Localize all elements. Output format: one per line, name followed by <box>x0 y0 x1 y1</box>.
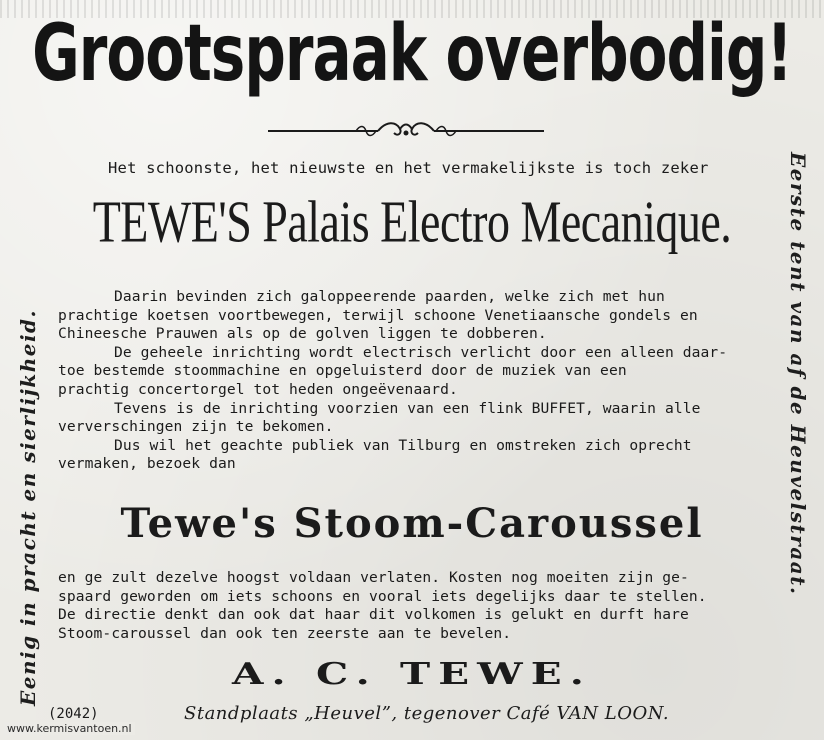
carousel-title: Tewe's Stoom-Caroussel <box>120 500 704 547</box>
ornament-divider-icon <box>268 117 544 141</box>
text-line: toe bestemde stoommachine en opgeluisterd door de muziek van een <box>58 362 627 380</box>
location-line: Standplaats „Heuvel”, tegenover Café VAN LOON. <box>184 703 670 724</box>
attraction-title: TEWE'S Palais Electro Mecanique. <box>92 188 732 255</box>
text-line: spaard geworden om iets schoons en vooral iets degelijks daar te stellen. <box>58 587 707 605</box>
left-margin-slogan: Eenig in pracht en sierlijkheid. <box>16 308 40 706</box>
text-line: prachtige koetsen voortbewegen, terwijl schoone Venetiaansche gondels en <box>58 306 698 324</box>
headline: Grootspraak overbodig! <box>32 7 792 100</box>
ad-code: (2042) <box>48 706 99 722</box>
text-line: Dus wil het geachte publiek van Tilburg en omstreken zich oprecht <box>114 436 692 454</box>
paragraph-closing <box>58 569 770 643</box>
intro-line: Het schoonste, het nieuwste en het vermakelijkste is toch zeker <box>108 159 709 177</box>
text-line: prachtig concertorgel tot heden ongeëvenaard. <box>58 380 458 398</box>
text-line: De geheele inrichting wordt electrisch verlicht door een alleen daar- <box>114 343 728 361</box>
text-line: vermaken, bezoek dan <box>58 455 236 473</box>
text-line: en ge zult dezelve hoogst voldaan verlaten. Kosten nog moeiten zijn ge- <box>58 569 689 586</box>
text-line: ververschingen zijn te bekomen. <box>58 418 334 436</box>
watermark-link[interactable]: www.kermisvantoen.nl <box>4 722 135 735</box>
text-line: Tevens is de inrichting voorzien van een flink BUFFET, waarin alle <box>114 399 701 417</box>
signature: A. C. TEWE. <box>232 657 592 692</box>
text-line: Stoom-caroussel dan ook ten zeerste aan te bevelen. <box>58 624 512 642</box>
paragraph-description <box>58 288 770 474</box>
text-line: De directie denkt dan ook dat haar dit volkomen is gelukt en durft hare <box>58 606 689 624</box>
text-line: Daarin bevinden zich galoppeerende paarden, welke zich met hun <box>114 288 665 305</box>
right-margin-slogan: Eerste tent van af de Heuvelstraat. <box>786 152 810 596</box>
text-line: Chineesche Prauwen als op de golven liggen te dobberen. <box>58 325 547 343</box>
